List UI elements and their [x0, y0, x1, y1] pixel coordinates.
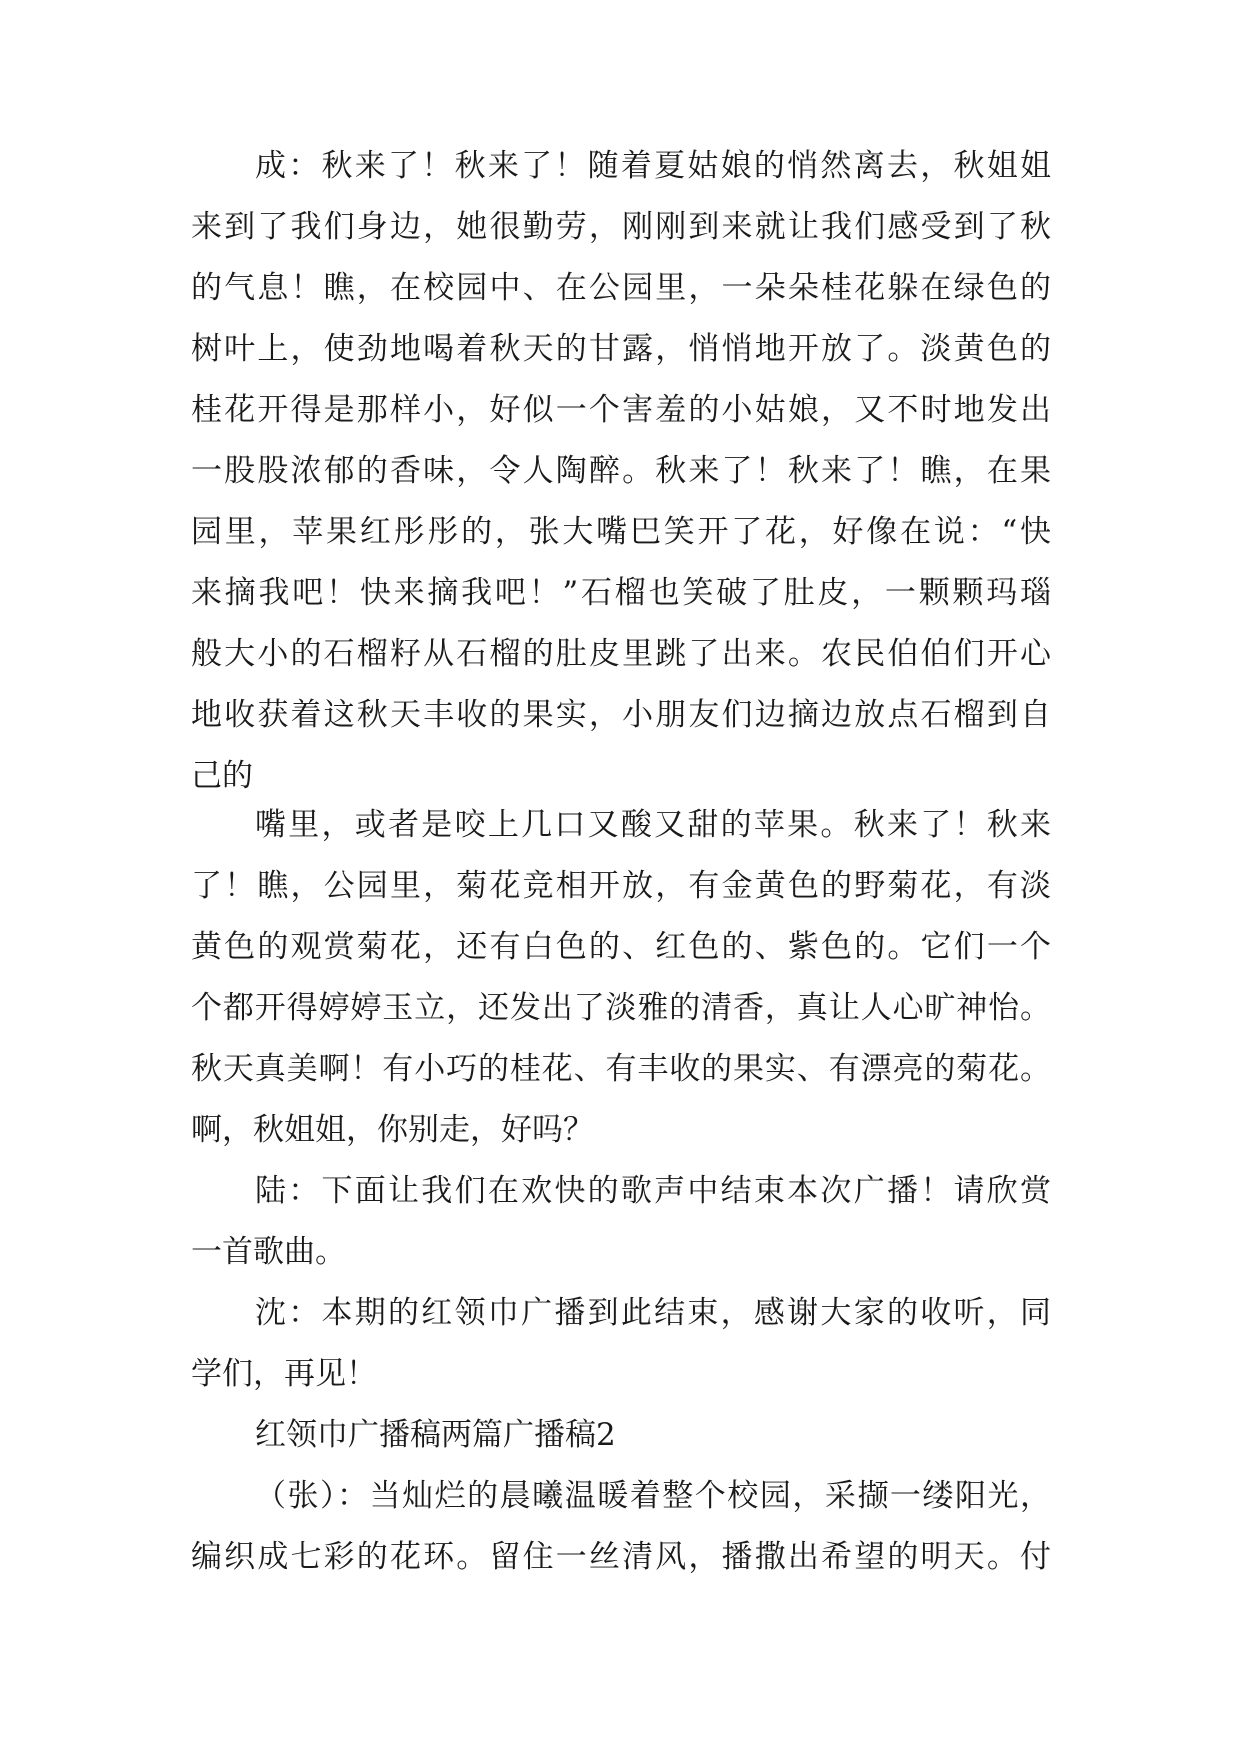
- paragraph-line: 编织成七彩的花环。留住一丝清风，播撒出希望的明天。付: [191, 1539, 1051, 1575]
- paragraph-line: 桂花开得是那样小，好似一个害羞的小姑娘，又不时地发出: [191, 392, 1051, 428]
- paragraph-4: [191, 1283, 1051, 1405]
- paragraph-line: 一股股浓郁的香味，令人陶醉。秋来了！秋来了！瞧，在果: [191, 453, 1051, 489]
- paragraph-line: 树叶上，使劲地喝着秋天的甘露，悄悄地开放了。淡黄色的: [191, 331, 1051, 367]
- paragraph-line: 成：秋来了！秋来了！随着夏姑娘的悄然离去，秋姐姐: [255, 148, 1051, 184]
- paragraph-2: [191, 795, 1051, 1161]
- paragraph-line: 个都开得婷婷玉立，还发出了淡雅的清香，真让人心旷神怡。: [191, 990, 1051, 1026]
- heading-text: 红领巾广播稿两篇广播稿2: [255, 1417, 616, 1453]
- section-heading: [191, 1405, 1051, 1466]
- paragraph-line: 嘴里，或者是咬上几口又酸又甜的苹果。秋来了！秋来: [255, 807, 1051, 843]
- paragraph-line: 陆：下面让我们在欢快的歌声中结束本次广播！请欣赏: [255, 1173, 1051, 1209]
- paragraph-line: 秋天真美啊！有小巧的桂花、有丰收的果实、有漂亮的菊花。: [191, 1051, 1051, 1087]
- paragraph-line: 沈：本期的红领巾广播到此结束，感谢大家的收听，同: [255, 1295, 1051, 1331]
- paragraph-line: 的气息！瞧，在校园中、在公园里，一朵朵桂花躲在绿色的: [191, 270, 1051, 306]
- paragraph-line: 黄色的观赏菊花，还有白色的、红色的、紫色的。它们一个: [191, 929, 1051, 965]
- paragraph-1: [191, 136, 1051, 807]
- paragraph-5: [191, 1466, 1051, 1588]
- paragraph-line: 来到了我们身边，她很勤劳，刚刚到来就让我们感受到了秋: [191, 209, 1051, 245]
- paragraph-line: 来摘我吧！快来摘我吧！”石榴也笑破了肚皮，一颗颗玛瑙: [191, 575, 1051, 611]
- paragraph-line: 啊，秋姐姐，你别走，好吗？: [191, 1112, 594, 1148]
- paragraph-3: [191, 1161, 1051, 1283]
- paragraph-line: （张）：当灿烂的晨曦温暖着整个校园，采撷一缕阳光，: [255, 1478, 1051, 1514]
- paragraph-line: 学们，再见！: [191, 1356, 377, 1392]
- paragraph-line: 地收获着这秋天丰收的果实，小朋友们边摘边放点石榴到自: [191, 697, 1051, 733]
- paragraph-line: 一首歌曲。: [191, 1234, 346, 1270]
- paragraph-line: 园里，苹果红彤彤的，张大嘴巴笑开了花，好像在说：“快: [191, 514, 1051, 550]
- paragraph-line: 了！瞧，公园里，菊花竞相开放，有金黄色的野菊花，有淡: [191, 868, 1051, 904]
- paragraph-line: 己的: [191, 758, 253, 794]
- paragraph-line: 般大小的石榴籽从石榴的肚皮里跳了出来。农民伯伯们开心: [191, 636, 1051, 672]
